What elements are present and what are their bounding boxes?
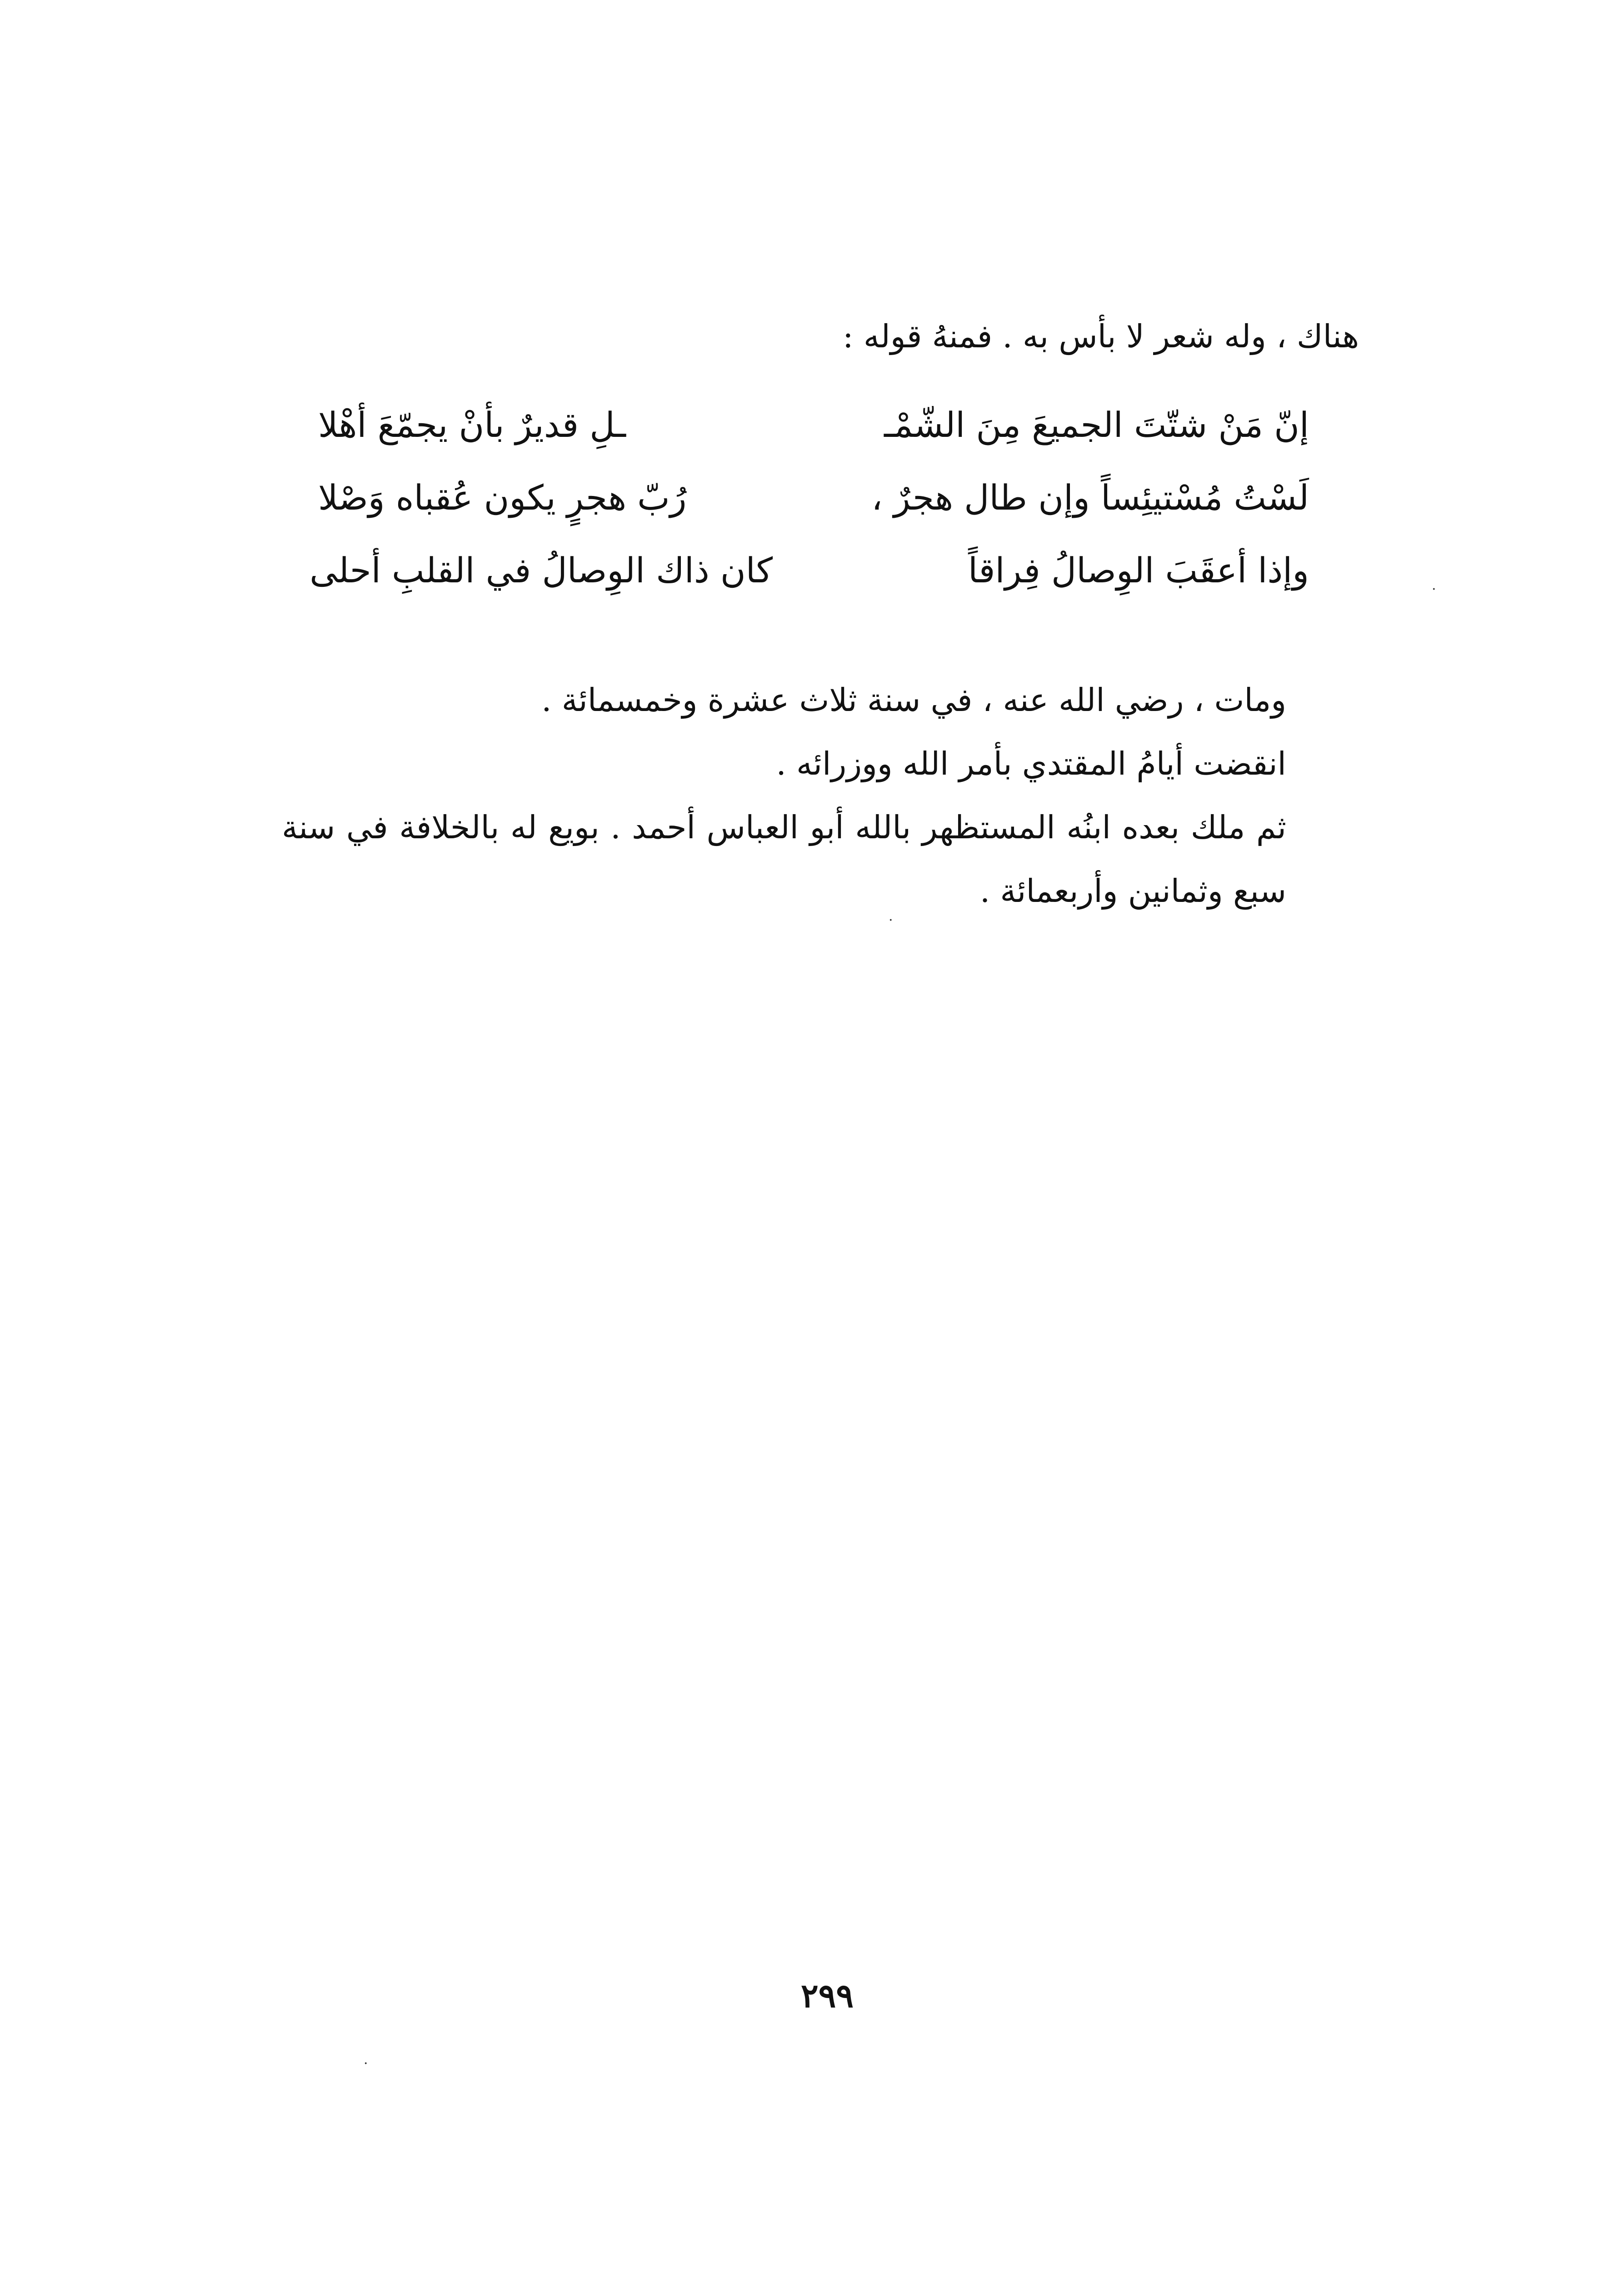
end-of-reign-line: انقضت أيامُ المقتدي بأمر الله ووزرائه . [776, 745, 1286, 782]
verse-second-hemistich: ـلِ قديرٌ بأنْ يجمّعَ أهْلا [318, 405, 626, 445]
stray-dot-mark: · [1432, 581, 1436, 597]
verse-first-hemistich: لَسْتُ مُسْتيئِساً وإن طال هجرٌ ، [871, 477, 1309, 518]
verse-first-hemistich: إنّ مَنْ شتّتَ الجميعَ مِنَ الشّمْـ [884, 405, 1309, 445]
stray-dot-mark: · [889, 912, 893, 928]
verse-first-hemistich: وإذا أعقَبَ الوِصالُ فِراقاً [968, 550, 1309, 591]
intro-line: هناك ، وله شعر لا بأس به . فمنهُ قوله : [843, 318, 1359, 355]
poem-verse [310, 546, 1309, 618]
succession-paragraph: ثم ملك بعده ابنُه المستظهر بالله أبو العباس أحمد . بويع له بالخلافة في سنة سبع وثمانين وأربعمائة . [282, 809, 1286, 910]
prose-block [282, 668, 1359, 923]
poem [310, 400, 1309, 618]
death-line: ومات ، رضي الله عنه ، في سنة ثلاث عشرة وخمسمائة . [541, 681, 1286, 719]
page-number: ٢٩٩ [800, 1976, 854, 2015]
stray-dot-mark: · [364, 2056, 368, 2072]
verse-second-hemistich: كان ذاك الوِصالُ في القلبِ أحلى [310, 550, 773, 591]
verse-second-hemistich: رُبّ هجرٍ يكون عُقباه وَصْلا [318, 477, 687, 518]
poem-verse [318, 400, 1309, 473]
poem-verse [318, 473, 1309, 546]
